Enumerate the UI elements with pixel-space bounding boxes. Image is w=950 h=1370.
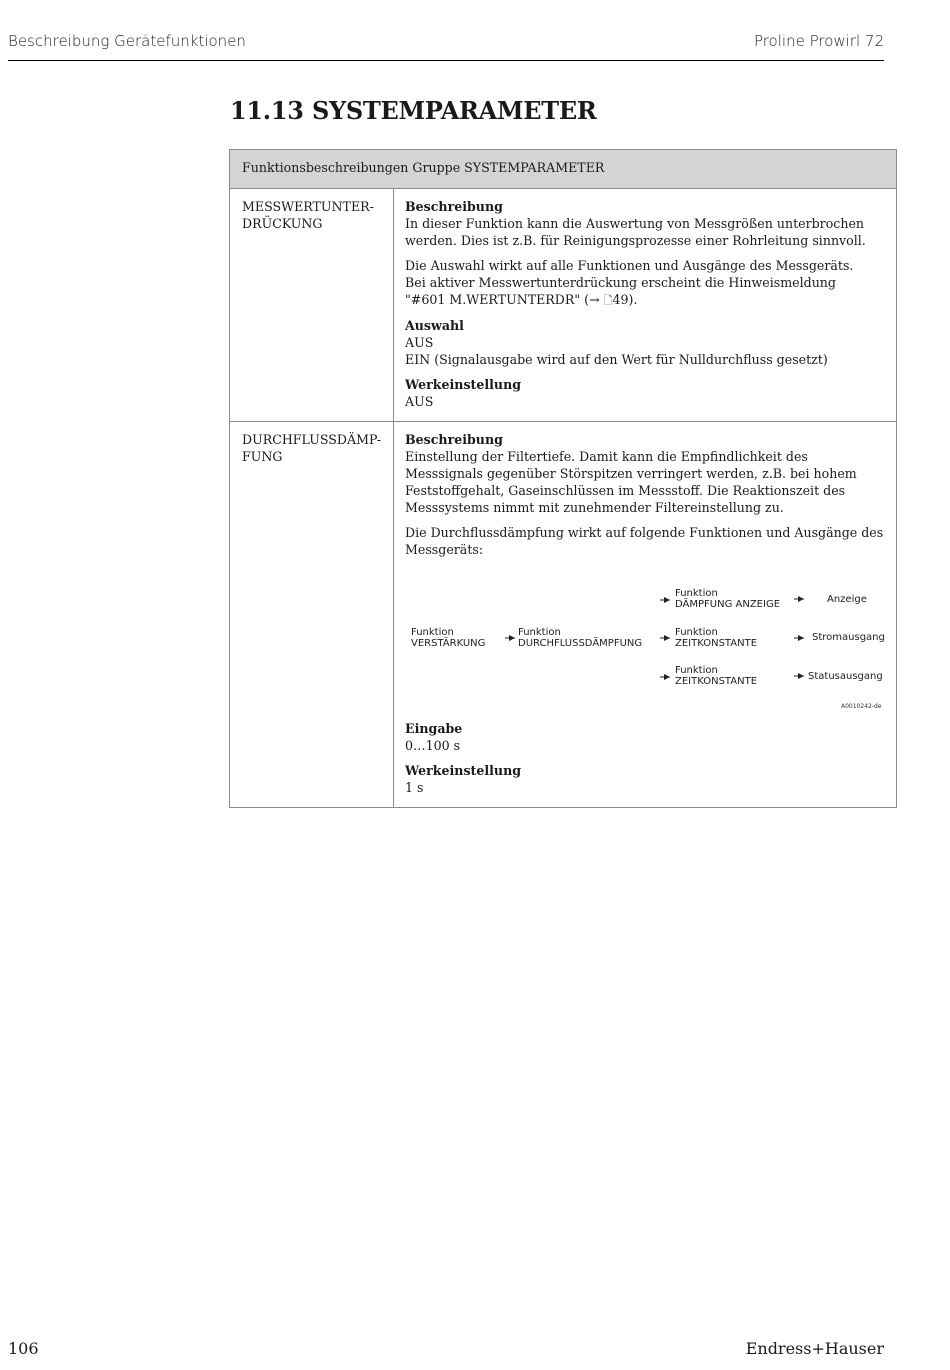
function-table: [229, 149, 897, 808]
node-caption: Funktion: [675, 627, 718, 638]
brand-footer: Endress+Hauser: [745, 1339, 884, 1358]
werkeinstellung-value: 1 s: [405, 780, 424, 795]
diagram-node-zeitkonstante-strom: [675, 627, 757, 649]
werkeinstellung-block: [405, 762, 885, 796]
auswahl-label: Auswahl: [405, 318, 464, 333]
description-paragraph: In dieser Funktion kann die Auswertung von Messgrößen unterbrochen werden. Dies ist z.B. für Reinigungsprozesse einer Rohrleitung sinnvoll.: [405, 216, 866, 248]
table-row: [230, 189, 897, 422]
running-header-left: Beschreibung Gerätefunktionen: [8, 32, 246, 50]
node-caption: Funktion: [518, 627, 561, 638]
eingabe-value: 0…100 s: [405, 738, 461, 753]
werkeinstellung-label: Werkeinstellung: [405, 377, 522, 392]
node-title: DÄMPFUNG ANZEIGE: [675, 599, 781, 610]
diagram-output-stromausgang: Stromausgang: [812, 632, 885, 643]
damping-diagram: [405, 570, 885, 720]
function-name-cell: [230, 189, 394, 422]
function-description-cell: [394, 422, 897, 808]
diagram-output-statusausgang: Statusausgang: [808, 671, 883, 682]
description-paragraph: [405, 257, 885, 309]
auswahl-option: AUS: [405, 335, 434, 350]
header-rule: [8, 60, 884, 61]
function-name-cell: [230, 422, 394, 808]
eingabe-label: Eingabe: [405, 721, 463, 736]
auswahl-option: EIN (Signalausgabe wird auf den Wert für Nulldurchfluss gesetzt): [405, 352, 828, 367]
page-icon: 🗋: [603, 294, 613, 307]
node-caption: Funktion: [675, 588, 718, 599]
running-header-right: Proline Prowirl 72: [753, 32, 884, 50]
description-paragraph: Einstellung der Filtertiefe. Damit kann die Empfindlichkeit des Messsignals gegenüber Störspitzen verringert werden, z.B. bei hohem Feststoffgehalt, Gaseinschlüssen im Messstoff. Die Reaktionszeit des Messsystems nimmt mit zunehmender Filtereinstellung zu.: [405, 449, 857, 515]
eingabe-block: [405, 720, 885, 754]
beschreibung-label: Beschreibung: [405, 199, 503, 214]
diagram-node-daempfung-anzeige: [675, 588, 780, 610]
section-number: 11.13: [230, 96, 304, 125]
reference-line: [405, 291, 885, 309]
auswahl-block: [405, 317, 885, 368]
function-description-cell: [394, 189, 897, 422]
function-name-line: DRÜCKUNG: [242, 216, 323, 231]
diagram-output-anzeige: Anzeige: [827, 594, 867, 605]
function-name-line: DURCHFLUSSDÄMP-: [242, 432, 381, 447]
table-row: [230, 422, 897, 808]
section-heading: [230, 96, 596, 125]
werkeinstellung-value: AUS: [405, 394, 434, 409]
function-name-line: MESSWERTUNTER-: [242, 199, 374, 214]
beschreibung-label: Beschreibung: [405, 432, 503, 447]
reference-page: 49: [612, 292, 629, 307]
node-title: VERSTÄRKUNG: [411, 638, 486, 649]
description-paragraph: Die Durchflussdämpfung wirkt auf folgende Funktionen und Ausgänge des Messgeräts:: [405, 525, 884, 557]
diagram-node-durchflussdaempfung: [518, 627, 642, 649]
diagram-node-verstaerkung: [411, 627, 485, 649]
node-title: ZEITKONSTANTE: [675, 676, 758, 687]
node-caption: Funktion: [411, 627, 454, 638]
figure-code: A0010242-de: [841, 703, 882, 710]
diagram-node-zeitkonstante-status: [675, 665, 757, 687]
description-line: Die Auswahl wirkt auf alle Funktionen und Ausgänge des Messgeräts.: [405, 258, 854, 273]
node-title: ZEITKONSTANTE: [675, 638, 758, 649]
reference-end: ).: [628, 292, 638, 307]
table-heading: Funktionsbeschreibungen Gruppe SYSTEMPARAMETER: [230, 150, 897, 189]
werkeinstellung-label: Werkeinstellung: [405, 763, 522, 778]
werkeinstellung-block: [405, 376, 885, 410]
function-name-line: FUNG: [242, 449, 283, 464]
page-number: 106: [8, 1339, 39, 1358]
node-caption: Funktion: [675, 665, 718, 676]
node-title: DURCHFLUSSDÄMPFUNG: [518, 638, 643, 649]
description-line: Bei aktiver Messwertunterdrückung erscheint die Hinweismeldung: [405, 275, 836, 290]
reference-text: "#601 M.WERTUNTERDR" (→: [405, 292, 604, 307]
section-title: SYSTEMPARAMETER: [312, 96, 597, 125]
